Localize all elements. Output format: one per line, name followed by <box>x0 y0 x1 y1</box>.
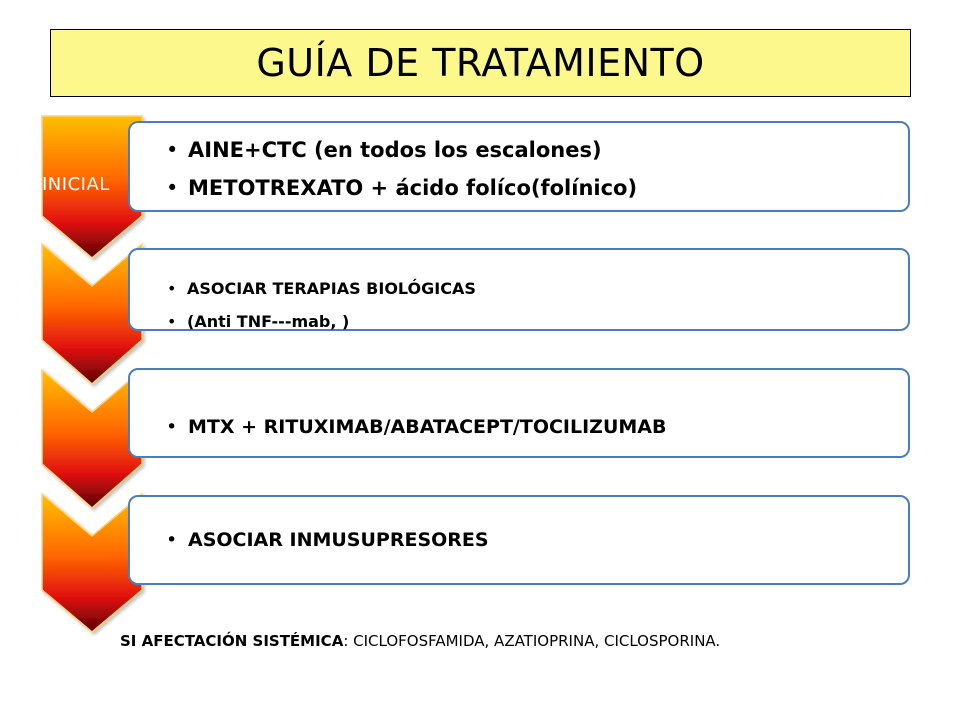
step-1-list <box>188 131 637 207</box>
step-2-bullet-2: • (Anti TNF---mab, ) <box>187 305 476 338</box>
chevron-label-inicial: INICIAL <box>42 174 110 195</box>
chevron-step-4 <box>42 494 142 632</box>
step-4-list <box>188 523 489 557</box>
footnote <box>120 632 720 650</box>
step-1-bullet-2: • METOTREXATO + ácido folíco(folínico) <box>188 169 637 207</box>
chevron-step-3 <box>42 370 142 508</box>
step-3-bullet-1: • MTX + RITUXIMAB/ABATACEPT/TOCILIZUMAB <box>188 414 666 440</box>
title-box <box>50 29 911 97</box>
step-2-list <box>187 272 476 338</box>
step-box-3 <box>128 368 910 458</box>
step-box-1 <box>128 121 910 212</box>
step-2-bullet-1: • ASOCIAR TERAPIAS BIOLÓGICAS <box>187 272 476 305</box>
step-3-list <box>188 414 666 440</box>
step-box-4 <box>128 495 910 585</box>
footnote-label: SI AFECTACIÓN SISTÉMICA <box>120 632 344 650</box>
step-box-2 <box>128 248 910 331</box>
footnote-text: : CICLOFOSFAMIDA, AZATIOPRINA, CICLOSPORINA. <box>343 632 721 650</box>
step-1-bullet-1: • AINE+CTC (en todos los escalones) <box>188 131 637 169</box>
chevron-step-2 <box>42 244 142 384</box>
page-title: GUÍA DE TRATAMIENTO <box>256 41 705 85</box>
step-4-bullet-1: • ASOCIAR INMUSUPRESORES <box>188 523 489 557</box>
